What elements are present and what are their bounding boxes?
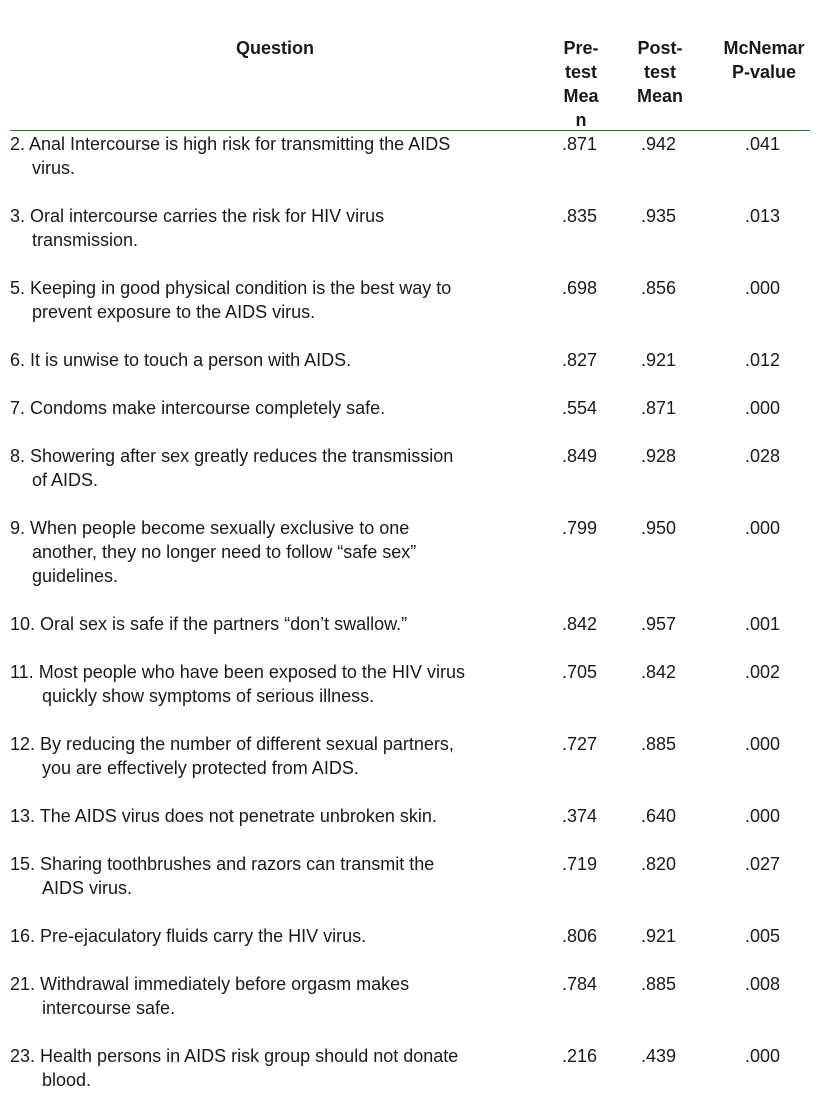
mcnemar-pvalue: .000 [745, 734, 781, 754]
table-row [0, 1044, 820, 1092]
question-text: 11. Most people who have been exposed to the HIV virus [10, 662, 465, 682]
question-text: 7. Condoms make intercourse completely safe. [10, 398, 386, 418]
question-text: 15. Sharing toothbrushes and razors can transmit the [10, 854, 435, 874]
table-body [0, 132, 820, 1116]
question-text: 5. Keeping in good physical condition is the best way to [10, 278, 452, 298]
table-row [0, 396, 820, 420]
question-text: 9. When people become sexually exclusive to one [10, 518, 410, 538]
question-text-continued: blood. [42, 1070, 92, 1090]
posttest-mean-value: .439 [641, 1046, 677, 1066]
question-text-continued: transmission. [32, 230, 139, 250]
pretest-mean-value: .727 [562, 734, 598, 754]
mcnemar-pvalue: .002 [745, 662, 781, 682]
table-row [0, 516, 820, 588]
table-row [0, 732, 820, 780]
table-row [0, 660, 820, 708]
question-text-continued: virus. [32, 158, 76, 178]
table-row [0, 972, 820, 1020]
posttest-mean-value: .928 [641, 446, 677, 466]
question-text: 21. Withdrawal immediately before orgasm makes [10, 974, 410, 994]
mcnemar-pvalue: .001 [745, 614, 781, 634]
question-text: 16. Pre-ejaculatory fluids carry the HIV virus. [10, 926, 367, 946]
pretest-mean-value: .705 [562, 662, 598, 682]
question-cell [10, 204, 550, 252]
mcnemar-pvalue: .000 [745, 278, 781, 298]
mcnemar-pvalue: .013 [745, 206, 781, 226]
posttest-mean-value: .871 [641, 398, 677, 418]
question-text-continued: AIDS virus. [42, 878, 133, 898]
pretest-mean-value: .835 [562, 206, 598, 226]
posttest-mean-value: .640 [641, 806, 677, 826]
question-cell [10, 972, 550, 1020]
question-text: 13. The AIDS virus does not penetrate unbroken skin. [10, 806, 437, 826]
question-cell [10, 276, 550, 324]
question-text: 8. Showering after sex greatly reduces the transmission [10, 446, 454, 466]
question-cell [10, 348, 550, 372]
posttest-mean-value: .885 [641, 734, 677, 754]
posttest-mean-value: .935 [641, 206, 677, 226]
posttest-mean-value: .885 [641, 974, 677, 994]
mcnemar-pvalue: .005 [745, 926, 781, 946]
question-text: 2. Anal Intercourse is high risk for transmitting the AIDS [10, 134, 451, 154]
pretest-mean-value: .871 [562, 134, 598, 154]
question-text: 3. Oral intercourse carries the risk for HIV virus [10, 206, 385, 226]
question-text: 6. It is unwise to touch a person with AIDS. [10, 350, 352, 370]
question-cell [10, 396, 550, 420]
mcnemar-pvalue: .000 [745, 1046, 781, 1066]
pretest-mean-value: .827 [562, 350, 598, 370]
posttest-mean-value: .856 [641, 278, 677, 298]
question-text-continued: quickly show symptoms of serious illness. [42, 686, 375, 706]
pretest-mean-value: .849 [562, 446, 598, 466]
mcnemar-pvalue: .041 [745, 134, 781, 154]
pretest-mean-value: .216 [562, 1046, 598, 1066]
header-pretest-mean: Pre- test Mea n [563, 38, 599, 130]
question-cell [10, 732, 550, 780]
pretest-mean-value: .719 [562, 854, 598, 874]
question-text-continued: intercourse safe. [42, 998, 176, 1018]
question-text: 23. Health persons in AIDS risk group should not donate [10, 1046, 459, 1066]
posttest-mean-value: .921 [641, 350, 677, 370]
question-text-continued: another, they no longer need to follow “safe sex” guidelines. [32, 542, 417, 586]
question-cell [10, 804, 550, 828]
table-row [0, 348, 820, 372]
mcnemar-pvalue: .027 [745, 854, 781, 874]
table-row [0, 852, 820, 900]
table-row [0, 924, 820, 948]
mcnemar-pvalue: .000 [745, 518, 781, 538]
question-text: 10. Oral sex is safe if the partners “don’t swallow.” [10, 614, 408, 634]
posttest-mean-value: .921 [641, 926, 677, 946]
question-cell [10, 444, 550, 492]
question-cell [10, 852, 550, 900]
table-row [0, 204, 820, 252]
posttest-mean-value: .957 [641, 614, 677, 634]
table-row [0, 612, 820, 636]
question-text-continued: of AIDS. [32, 470, 99, 490]
posttest-mean-value: .820 [641, 854, 677, 874]
table-row [0, 132, 820, 180]
table-row [0, 804, 820, 828]
pretest-mean-value: .374 [562, 806, 598, 826]
question-cell [10, 924, 550, 948]
posttest-mean-value: .942 [641, 134, 677, 154]
question-cell [10, 132, 550, 180]
pretest-mean-value: .554 [562, 398, 598, 418]
pretest-mean-value: .799 [562, 518, 598, 538]
pretest-mean-value: .784 [562, 974, 598, 994]
posttest-mean-value: .950 [641, 518, 677, 538]
mcnemar-pvalue: .000 [745, 806, 781, 826]
table-row [0, 444, 820, 492]
question-text-continued: you are effectively protected from AIDS. [42, 758, 359, 778]
table-header [0, 36, 820, 128]
pretest-mean-value: .842 [562, 614, 598, 634]
question-cell [10, 612, 550, 636]
header-question: Question [235, 38, 314, 58]
question-cell [10, 660, 550, 708]
posttest-mean-value: .842 [641, 662, 677, 682]
mcnemar-pvalue: .028 [745, 446, 781, 466]
header-rule [10, 130, 810, 131]
pretest-mean-value: .698 [562, 278, 598, 298]
question-text-continued: prevent exposure to the AIDS virus. [32, 302, 316, 322]
header-posttest-mean: Post- test Mean [636, 38, 683, 106]
question-cell [10, 516, 550, 588]
question-text: 12. By reducing the number of different sexual partners, [10, 734, 454, 754]
mcnemar-pvalue: .008 [745, 974, 781, 994]
mcnemar-pvalue: .012 [745, 350, 781, 370]
question-cell [10, 1044, 550, 1092]
header-mcnemar-pvalue: McNemar P-value [723, 38, 805, 82]
mcnemar-pvalue: .000 [745, 398, 781, 418]
table-row [0, 276, 820, 324]
pretest-mean-value: .806 [562, 926, 598, 946]
